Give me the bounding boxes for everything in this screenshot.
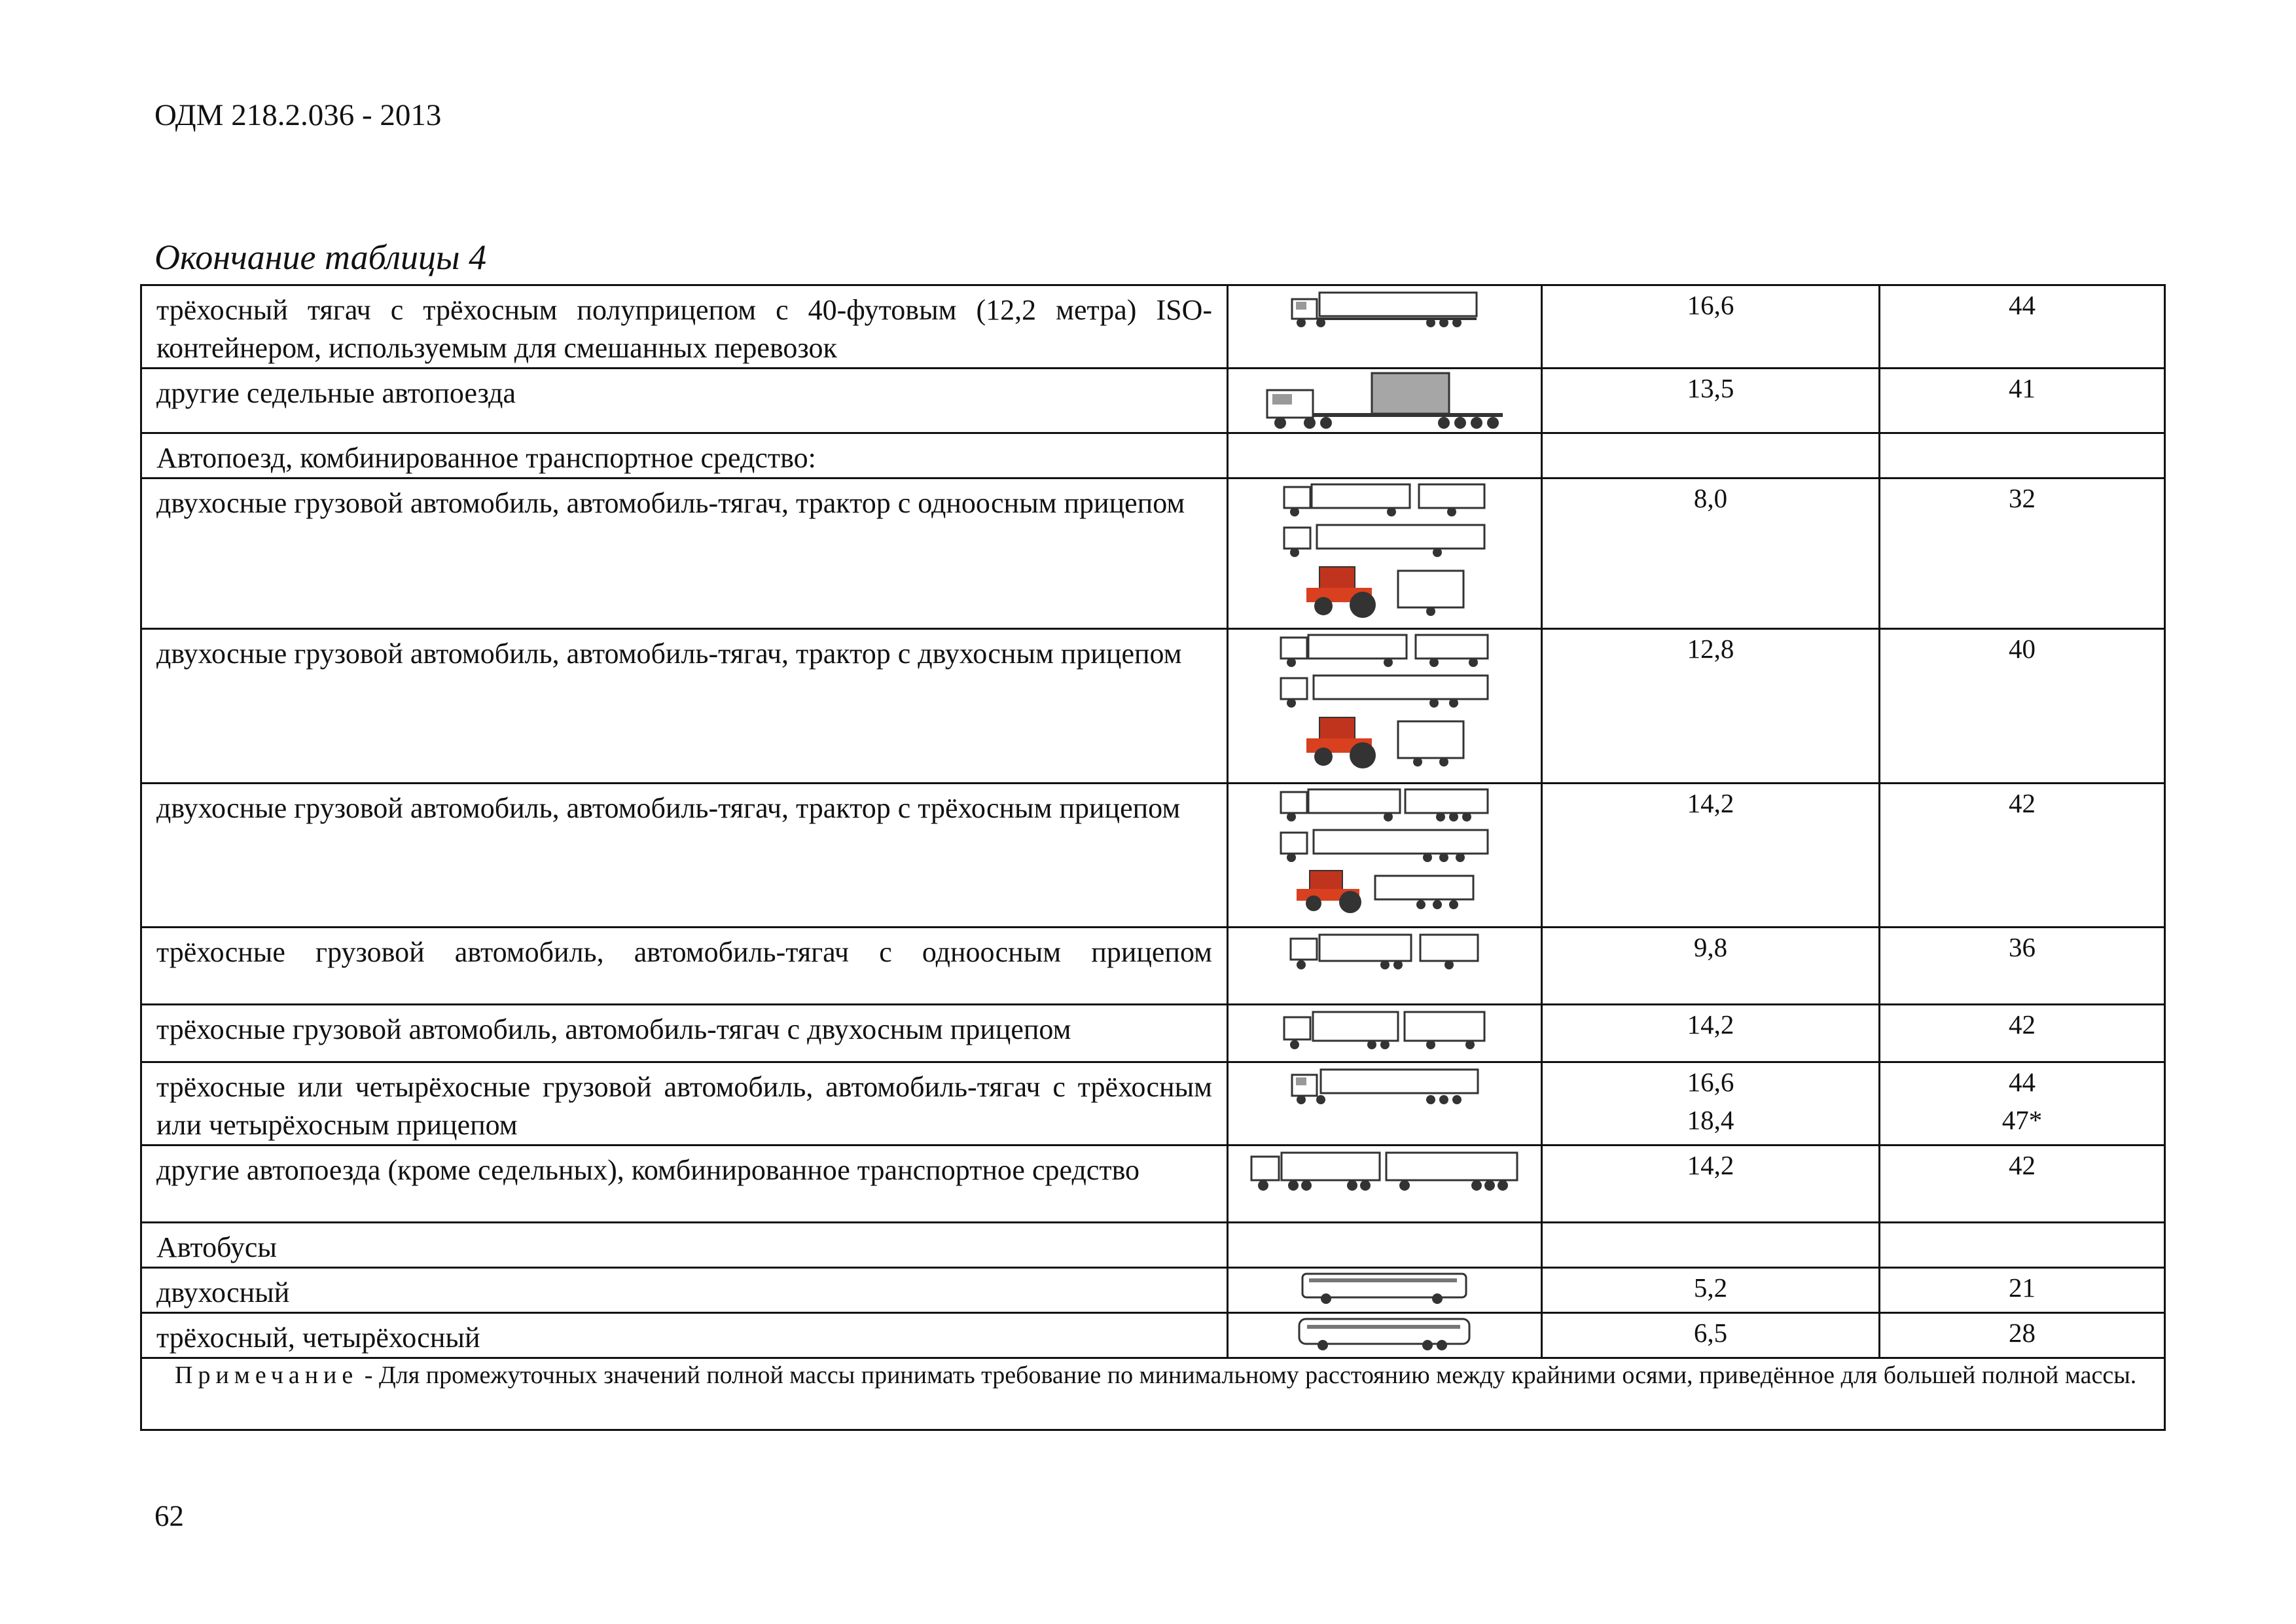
table-row xyxy=(141,629,2165,784)
value-total-mass: 41 xyxy=(2009,373,2036,403)
tractor-trailer-icon xyxy=(1300,562,1470,621)
section-heading: Автобусы xyxy=(156,1231,277,1263)
truck-trailer-icon xyxy=(1280,1007,1490,1053)
vehicle-image-cell xyxy=(1228,928,1542,1005)
road-train-icon xyxy=(1247,1147,1522,1193)
vehicle-image-cell xyxy=(1228,1268,1542,1313)
row-description: трёхосный, четырёхосный xyxy=(156,1322,480,1354)
value-total-mass: 21 xyxy=(2009,1272,2036,1303)
value-min-distance: 16,6 xyxy=(1687,290,1734,320)
truck-trailer-icon xyxy=(1280,521,1490,560)
vehicle-image-cell xyxy=(1228,784,1542,928)
table-row xyxy=(141,369,2165,433)
vehicle-image-cell xyxy=(1228,285,1542,369)
coach-icon xyxy=(1297,1315,1473,1352)
truck-trailer-icon xyxy=(1280,480,1490,520)
value-total-mass: 42 xyxy=(2009,788,2036,818)
note-label: Примечание xyxy=(175,1362,359,1389)
row-description: двухосные грузовой автомобиль, автомобиль-тягач, трактор с одноосным прицепом xyxy=(156,487,1185,519)
semitrailer-container-icon xyxy=(1287,287,1483,331)
table-row xyxy=(141,1062,2165,1146)
row-description: трёхосный тягач с трёхосным полуприцепом с 40-футовым (12,2 метра) ISO-контейнером, используемым для смешанных перевозок xyxy=(156,294,1212,364)
table-row xyxy=(141,285,2165,369)
vehicle-image-cell xyxy=(1228,1062,1542,1146)
vehicle-image-cell xyxy=(1228,1005,1542,1062)
value-min-distance: 5,2 xyxy=(1693,1272,1728,1303)
vehicle-image-cell xyxy=(1228,369,1542,433)
requirements-table xyxy=(140,284,2166,1431)
value-total-mass: 40 xyxy=(2009,634,2036,664)
value-total-mass: 44 xyxy=(2009,290,2036,320)
value-min-distance: 14,2 xyxy=(1687,788,1734,818)
vehicle-image-cell xyxy=(1228,1313,1542,1358)
value-total-mass: 36 xyxy=(2009,932,2036,962)
table-row xyxy=(141,928,2165,1005)
value-min-distance: 14,2 xyxy=(1687,1009,1734,1039)
value-total-mass: 42 xyxy=(2009,1009,2036,1039)
vehicle-image-cell xyxy=(1228,478,1542,629)
value-min-distance: 9,8 xyxy=(1693,932,1728,962)
table-caption: Окончание таблицы 4 xyxy=(154,238,487,277)
value-min-distance: 16,6 xyxy=(1687,1067,1734,1097)
vehicle-image-cell xyxy=(1228,1146,1542,1223)
truck-trailer-icon xyxy=(1277,826,1493,865)
value-min-distance: 14,2 xyxy=(1687,1150,1734,1180)
table-row xyxy=(141,784,2165,928)
truck-trailer-icon xyxy=(1277,672,1493,711)
value-min-distance: 8,0 xyxy=(1693,483,1728,513)
semitrailer-platform-icon xyxy=(1261,370,1509,431)
value-min-distance-alt: 18,4 xyxy=(1687,1105,1734,1135)
row-description: двухосные грузовой автомобиль, автомобиль-тягач, трактор с двухосным прицепом xyxy=(156,638,1182,670)
semitrailer-icon xyxy=(1287,1064,1483,1108)
row-description: двухосные грузовой автомобиль, автомобиль-тягач, трактор с трёхосным прицепом xyxy=(156,792,1181,824)
value-min-distance: 13,5 xyxy=(1687,373,1734,403)
value-total-mass: 44 xyxy=(2009,1067,2036,1097)
value-total-mass: 28 xyxy=(2009,1318,2036,1348)
row-description: двухосный xyxy=(156,1276,290,1308)
table-row xyxy=(141,1005,2165,1062)
row-description: трёхосные или четырёхосные грузовой автомобиль, автомобиль-тягач с трёхосным или четырёхосным прицепом xyxy=(156,1071,1212,1141)
row-description: трёхосные грузовой автомобиль, автомобиль-тягач с одноосным прицепом xyxy=(156,936,1212,968)
row-description: другие автопоезда (кроме седельных), комбинированное транспортное средство xyxy=(156,1154,1140,1186)
value-min-distance: 12,8 xyxy=(1687,634,1734,664)
document-code: ОДМ 218.2.036 - 2013 xyxy=(154,98,442,132)
section-heading: Автопоезд, комбинированное транспортное средство: xyxy=(156,442,816,474)
table-row xyxy=(141,433,2165,478)
vehicle-image-cell xyxy=(1228,629,1542,784)
table-row xyxy=(141,1223,2165,1268)
table-note-row xyxy=(141,1358,2165,1430)
truck-trailer-icon xyxy=(1277,785,1493,825)
bus-icon xyxy=(1300,1270,1470,1305)
page-number: 62 xyxy=(154,1500,184,1532)
table-row xyxy=(141,1268,2165,1313)
note-text: - Для промежуточных значений полной массы принимать требование по минимальному расстоянию между крайними осями, приведённое для большей полной массы. xyxy=(358,1362,2137,1389)
truck-trailer-icon xyxy=(1287,929,1483,973)
row-description: другие седельные автопоезда xyxy=(156,377,516,409)
table-row xyxy=(141,1146,2165,1223)
value-total-mass-alt: 47* xyxy=(2001,1105,2043,1135)
table-row xyxy=(141,478,2165,629)
row-description: трёхосные грузовой автомобиль, автомобиль-тягач с двухосным прицепом xyxy=(156,1013,1071,1045)
table-row xyxy=(141,1313,2165,1358)
truck-trailer-icon xyxy=(1277,631,1493,670)
tractor-trailer-icon xyxy=(1300,712,1470,771)
value-total-mass: 42 xyxy=(2009,1150,2036,1180)
tractor-trailer-icon xyxy=(1290,867,1480,915)
value-min-distance: 6,5 xyxy=(1693,1318,1728,1348)
value-total-mass: 32 xyxy=(2009,483,2036,513)
